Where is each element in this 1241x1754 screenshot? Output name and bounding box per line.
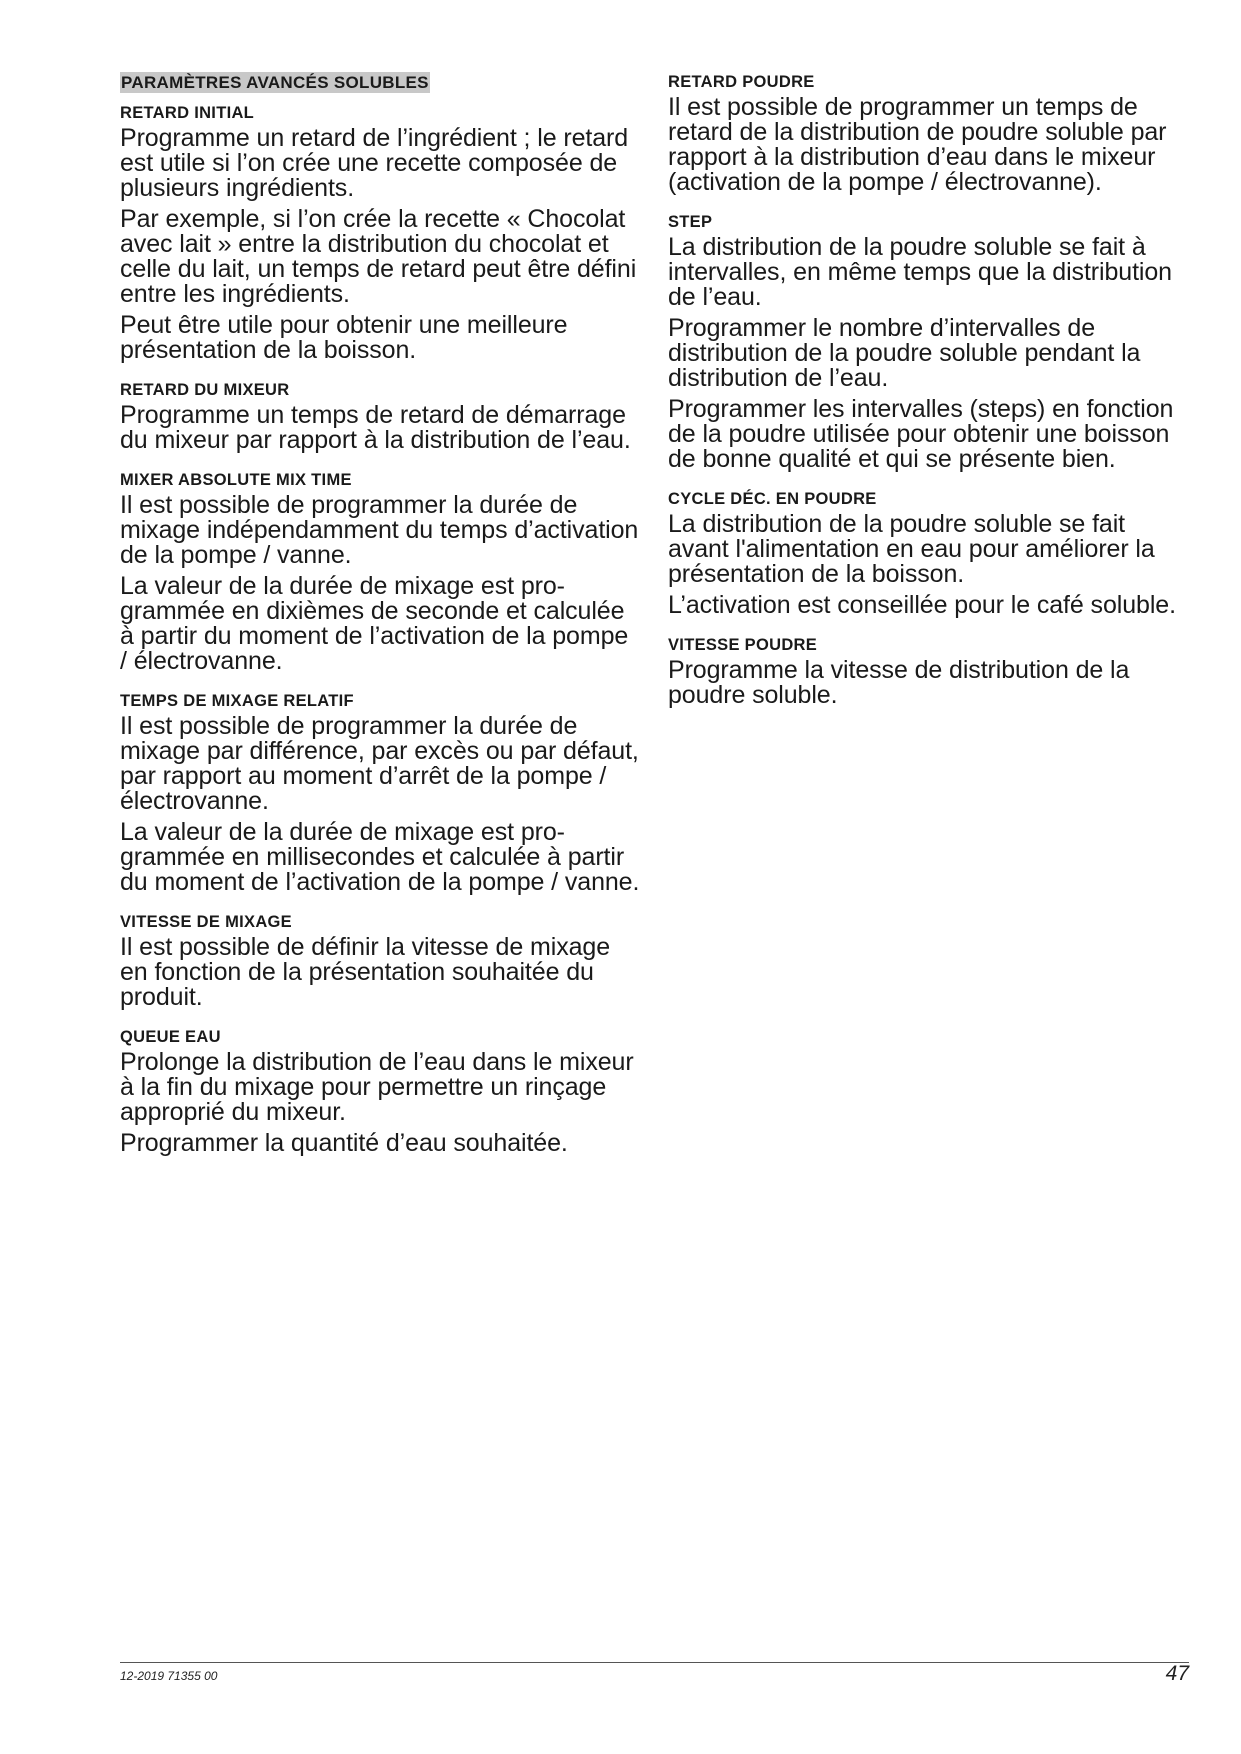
section-step <box>668 212 1188 472</box>
section-title: TEMPS DE MIXAGE RELATIF <box>120 692 354 710</box>
paragraph: Programme un retard de l’ingrédient ; le retard est utile si l’on crée une recette composée de plusieurs ingrédients. <box>120 124 629 202</box>
section-retard-du-mixeur <box>120 380 640 453</box>
section-title: CYCLE DÉC. EN POUDRE <box>668 490 877 508</box>
paragraph: L’activation est conseillée pour le café soluble. <box>668 591 1176 619</box>
paragraph: La valeur de la durée de mixage est programmée en millisecondes et calculée à partir du moment de l’activation de la pompe / vanne. <box>120 818 640 896</box>
page-heading: PARAMÈTRES AVANCÉS SOLUBLES <box>121 73 429 92</box>
section-title: RETARD DU MIXEUR <box>120 381 290 399</box>
paragraph: Il est possible de définir la vitesse de mixage en fonction de la présentation souhaitée du produit. <box>120 933 611 1011</box>
section-retard-poudre <box>668 72 1188 195</box>
section-temps-de-mixage-relatif <box>120 691 640 895</box>
paragraph: Programmer la quantité d’eau souhaitée. <box>120 1129 568 1157</box>
section-title: VITESSE POUDRE <box>668 636 818 654</box>
paragraph: Programmer le nombre d’intervalles de distribution de la poudre soluble pendant la distribution de l’eau. <box>668 314 1141 392</box>
paragraph: Il est possible de programmer la durée de mixage indépendamment du temps d’activation de la pompe / vanne. <box>120 491 639 569</box>
left-column <box>120 72 640 1173</box>
paragraph: Par exemple, si l’on crée la recette « Chocolat avec lait » entre la distribution du chocolat et celle du lait, un temps de retard peut être défini entre les ingrédients. <box>120 205 637 308</box>
paragraph: La distribution de la poudre soluble se fait avant l'alimentation en eau pour améliorer la présentation de la boisson. <box>668 510 1155 588</box>
paragraph: Peut être utile pour obtenir une meilleure présentation de la boisson. <box>120 311 568 364</box>
section-vitesse-de-mixage <box>120 912 640 1010</box>
section-queue-eau <box>120 1027 640 1156</box>
page-number: 47 <box>1165 1662 1189 1685</box>
paragraph: Programmer les intervalles (steps) en fonction de la poudre utilisée pour obtenir une boisson de bonne qualité et qui se présente bien. <box>668 395 1174 473</box>
paragraph: Il est possible de programmer un temps de retard de la distribution de poudre soluble par rapport à la distribution d’eau dans le mixeur (activation de la pompe / électrovanne). <box>668 93 1167 196</box>
section-cycle-dec-en-poudre <box>668 489 1188 618</box>
section-title: MIXER ABSOLUTE MIX TIME <box>120 471 352 489</box>
paragraph: Prolonge la distribution de l’eau dans le mixeur à la fin du mixage pour permettre un rinçage approprié du mixeur. <box>120 1048 634 1126</box>
section-title: VITESSE DE MIXAGE <box>120 913 292 931</box>
paragraph: Programme un temps de retard de démarrage du mixeur par rapport à la distribution de l’eau. <box>120 401 631 454</box>
paragraph: La valeur de la durée de mixage est programmée en dixièmes de seconde et calculée à partir du moment de l’activation de la pompe / électrovanne. <box>120 572 629 675</box>
section-title: QUEUE EAU <box>120 1028 221 1046</box>
footer-divider <box>120 1662 1189 1663</box>
paragraph: La distribution de la poudre soluble se fait à intervalles, en même temps que la distribution de l’eau. <box>668 233 1172 311</box>
footer-reference: 12-2019 71355 00 <box>120 1669 218 1683</box>
paragraph: Il est possible de programmer la durée de mixage par différence, par excès ou par défaut, par rapport au moment d’arrêt de la pompe / électrovanne. <box>120 712 639 815</box>
right-column <box>668 72 1188 725</box>
section-vitesse-poudre <box>668 635 1188 708</box>
section-title: STEP <box>668 213 713 231</box>
section-title: RETARD INITIAL <box>120 104 255 122</box>
paragraph: Programme la vitesse de distribution de la poudre soluble. <box>668 656 1130 709</box>
section-retard-initial <box>120 103 640 363</box>
section-title: RETARD POUDRE <box>668 73 815 91</box>
section-mixer-absolute-mix-time <box>120 470 640 674</box>
